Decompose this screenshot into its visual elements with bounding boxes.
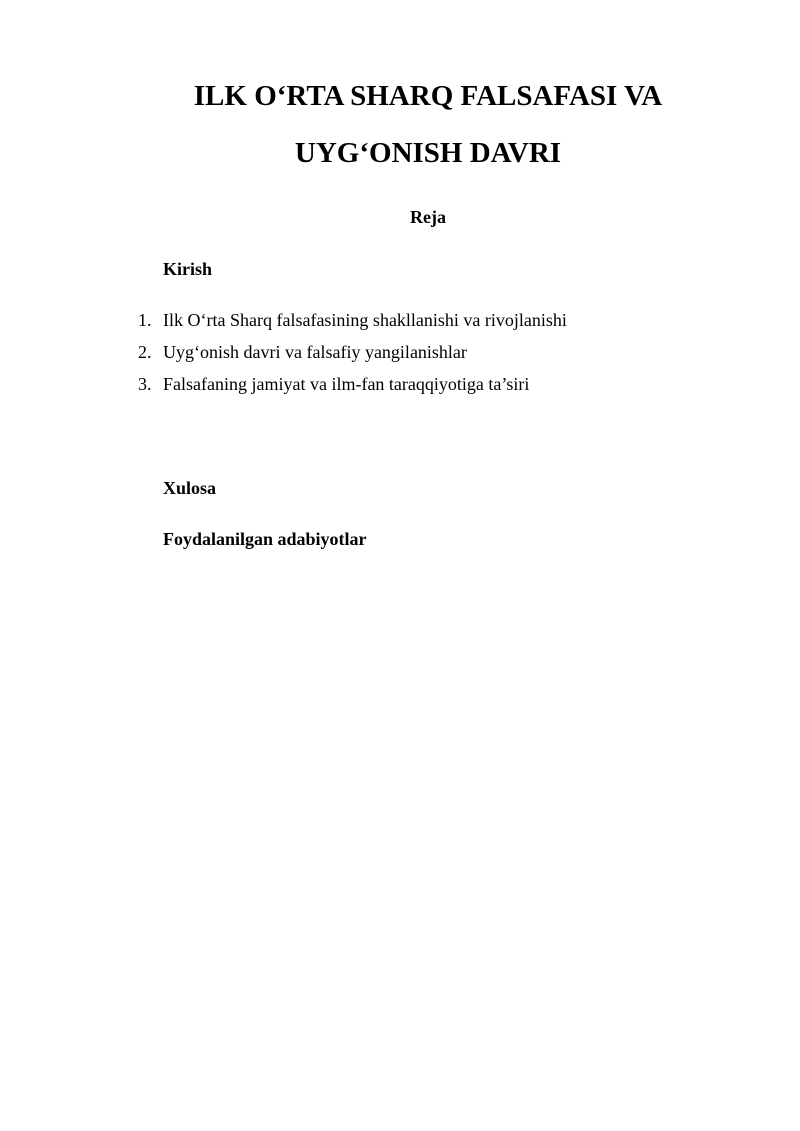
plan-item-text: Ilk O‘rta Sharq falsafasining shakllanishi va rivojlanishi — [163, 310, 567, 330]
plan-item-text: Uyg‘onish davri va falsafiy yangilanishlar — [163, 342, 467, 362]
plan-item-text: Falsafaning jamiyat va ilm-fan taraqqiyotiga ta’siri — [163, 374, 530, 394]
references-heading: Foydalanilgan adabiyotlar — [163, 529, 367, 549]
plan-item-number: 3. — [138, 374, 152, 394]
plan-item-number: 1. — [138, 310, 152, 330]
plan-item-number: 2. — [138, 342, 152, 362]
conclusion-heading: Xulosa — [163, 478, 217, 498]
document-title-line-1: ILK O‘RTA SHARQ FALSAFASI VA — [193, 80, 663, 112]
plan-heading: Reja — [410, 207, 446, 227]
document-title-line-2: UYG‘ONISH DAVRI — [294, 137, 562, 169]
intro-heading: Kirish — [163, 259, 213, 279]
plan-list — [0, 309, 800, 405]
plan-item — [0, 373, 800, 405]
plan-item — [0, 309, 800, 341]
plan-item — [0, 341, 800, 373]
